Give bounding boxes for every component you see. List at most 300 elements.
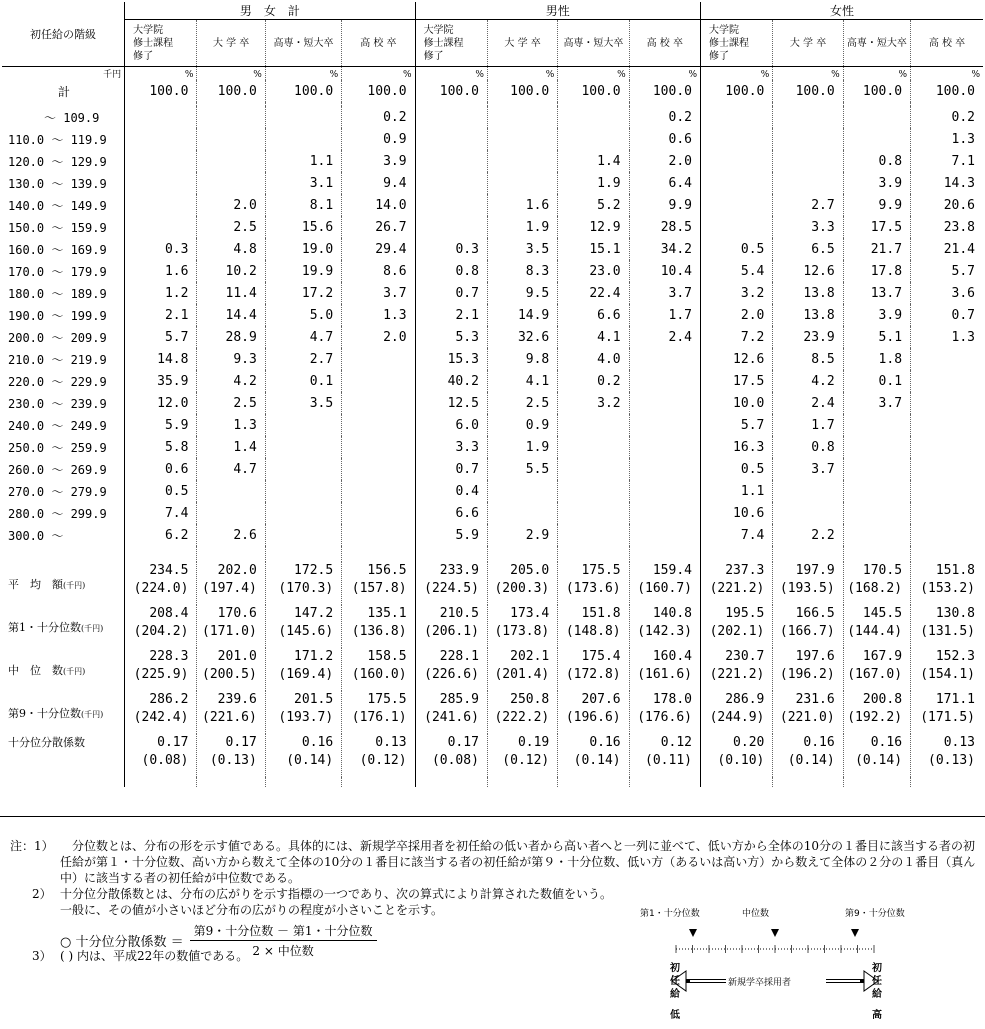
marker-median — [771, 929, 779, 937]
diagram-right-char-3: 給 — [872, 989, 882, 1000]
data-cell: 14.0 — [342, 194, 415, 216]
stat-label: 中 位 数(千円) — [8, 663, 86, 677]
data-cell: 6.6 — [558, 304, 629, 326]
unit-pct: % — [487, 67, 557, 81]
subcol-header: 高 校 卒 — [629, 20, 700, 67]
stat-cell: 0.16 (0.14) — [773, 734, 843, 777]
stat-cell: 145.5 (144.4) — [843, 605, 910, 648]
data-cell: 0.2 — [342, 106, 415, 128]
table-row — [2, 304, 983, 326]
data-cell — [558, 480, 629, 502]
stat-cell: 173.4 (173.8) — [487, 605, 557, 648]
stat-cell: 201.5 (193.7) — [265, 691, 341, 734]
data-cell — [843, 414, 910, 436]
data-cell — [773, 150, 843, 172]
note-2-text: 十分位分散係数とは、分布の広がりを示す指標の一つであり、次の算式により計算された数値をいう。 一般に、その値が小さいほど分布の広がりの程度が小さいことを示す。 — [60, 887, 613, 917]
data-cell: 20.6 — [911, 194, 983, 216]
data-cell: 15.1 — [558, 238, 629, 260]
subcol-header: 大学院 修士課程 修了 — [701, 20, 773, 67]
data-cell: 4.2 — [773, 370, 843, 392]
subcol-header: 大学院 修士課程 修了 — [415, 20, 487, 67]
data-cell: 7.4 — [701, 524, 773, 546]
row-class-label: 220.0 ～ 229.9 — [8, 374, 107, 389]
stat-cell: 0.16 (0.14) — [843, 734, 910, 777]
data-cell: 8.6 — [342, 260, 415, 282]
stat-cell: 286.9 (244.9) — [701, 691, 773, 734]
data-cell: 1.4 — [197, 436, 265, 458]
data-cell: 1.7 — [629, 304, 700, 326]
data-cell — [773, 128, 843, 150]
row-class-label: 150.0 ～ 159.9 — [8, 220, 107, 235]
stat-cell: 239.6 (221.6) — [197, 691, 265, 734]
stat-cell: 285.9 (241.6) — [415, 691, 487, 734]
data-cell: 6.6 — [415, 502, 487, 524]
stat-cell: 151.8 (153.2) — [911, 562, 983, 605]
data-cell — [629, 348, 700, 370]
data-cell — [911, 370, 983, 392]
stat-label: 第1・十分位数(千円) — [8, 620, 104, 634]
data-cell: 12.5 — [415, 392, 487, 414]
table-row — [2, 238, 983, 260]
data-cell: 2.5 — [197, 392, 265, 414]
unit-pct: % — [773, 67, 843, 81]
data-cell — [558, 436, 629, 458]
data-cell: 32.6 — [487, 326, 557, 348]
data-cell: 3.5 — [265, 392, 341, 414]
data-cell: 15.6 — [265, 216, 341, 238]
stat-cell: 175.5 (173.6) — [558, 562, 629, 605]
data-cell — [415, 216, 487, 238]
data-cell — [197, 150, 265, 172]
data-cell: 3.7 — [629, 282, 700, 304]
stat-cell: 0.17 (0.13) — [197, 734, 265, 777]
data-cell — [125, 128, 197, 150]
data-cell: 23.0 — [558, 260, 629, 282]
data-cell: 40.2 — [415, 370, 487, 392]
stat-cell: 228.3 (225.9) — [125, 648, 197, 691]
stat-cell: 0.19 (0.12) — [487, 734, 557, 777]
table-row — [2, 436, 983, 458]
data-cell: 17.5 — [701, 370, 773, 392]
data-cell: 14.4 — [197, 304, 265, 326]
data-cell — [487, 128, 557, 150]
stat-cell: 158.5 (160.0) — [342, 648, 415, 691]
data-cell: 3.9 — [843, 172, 910, 194]
stat-cell: 147.2 (145.6) — [265, 605, 341, 648]
data-cell: 14.3 — [911, 172, 983, 194]
stat-cell: 208.4 (204.2) — [125, 605, 197, 648]
data-cell: 13.8 — [773, 282, 843, 304]
data-cell: 0.1 — [843, 370, 910, 392]
unit-pct: % — [629, 67, 700, 81]
data-cell — [342, 370, 415, 392]
stat-cell: 286.2 (242.4) — [125, 691, 197, 734]
data-cell — [701, 194, 773, 216]
total-cell: 100.0 — [911, 80, 983, 102]
table-row — [2, 502, 983, 524]
data-cell — [843, 106, 910, 128]
data-cell: 28.9 — [197, 326, 265, 348]
note-2-number: 2） — [32, 887, 52, 901]
row-class-label: 120.0 ～ 129.9 — [8, 154, 107, 169]
stat-cell: 0.17 (0.08) — [125, 734, 197, 777]
row-class-label: 180.0 ～ 189.9 — [8, 286, 107, 301]
data-cell: 5.5 — [487, 458, 557, 480]
data-cell: 2.1 — [415, 304, 487, 326]
data-cell: 10.4 — [629, 260, 700, 282]
data-cell: 1.9 — [487, 216, 557, 238]
unit-pct: % — [911, 67, 983, 81]
diagram-left-char-4: 低 — [670, 1010, 680, 1021]
data-cell: 5.8 — [125, 436, 197, 458]
data-cell: 10.0 — [701, 392, 773, 414]
total-cell: 100.0 — [773, 80, 843, 102]
stat-cell: 237.3 (221.2) — [701, 562, 773, 605]
data-cell: 12.6 — [773, 260, 843, 282]
data-cell — [125, 106, 197, 128]
data-cell: 0.5 — [701, 238, 773, 260]
data-cell: 6.0 — [415, 414, 487, 436]
data-cell — [629, 524, 700, 546]
data-cell: 0.9 — [487, 414, 557, 436]
row-class-label: 110.0 ～ 119.9 — [8, 132, 107, 147]
stat-cell: 166.5 (166.7) — [773, 605, 843, 648]
data-cell: 2.5 — [487, 392, 557, 414]
data-cell: 1.6 — [125, 260, 197, 282]
data-cell: 15.3 — [415, 348, 487, 370]
data-cell: 0.3 — [415, 238, 487, 260]
data-cell: 14.9 — [487, 304, 557, 326]
data-cell: 9.4 — [342, 172, 415, 194]
data-cell: 6.4 — [629, 172, 700, 194]
data-cell: 1.9 — [487, 436, 557, 458]
table-row — [2, 172, 983, 194]
data-cell — [843, 436, 910, 458]
stat-cell: 230.7 (221.2) — [701, 648, 773, 691]
note-3-text: ( ) 内は、平成22年の数値である。 — [60, 949, 249, 963]
data-cell — [558, 458, 629, 480]
decile-formula — [60, 922, 377, 959]
total-cell: 100.0 — [843, 80, 910, 102]
data-cell — [773, 106, 843, 128]
subcol-header: 大 学 卒 — [487, 20, 557, 67]
total-cell: 100.0 — [415, 80, 487, 102]
data-cell — [487, 150, 557, 172]
data-cell — [843, 128, 910, 150]
data-cell — [342, 348, 415, 370]
data-cell: 5.2 — [558, 194, 629, 216]
total-cell: 100.0 — [558, 80, 629, 102]
data-cell: 1.7 — [773, 414, 843, 436]
data-cell — [911, 436, 983, 458]
data-cell: 13.7 — [843, 282, 910, 304]
data-cell: 12.0 — [125, 392, 197, 414]
data-cell: 1.1 — [265, 150, 341, 172]
diagram-right-char-1: 初 — [872, 963, 882, 974]
data-cell: 8.3 — [487, 260, 557, 282]
data-cell — [342, 458, 415, 480]
row-class-label: 300.0 ～ — [8, 528, 64, 543]
diagram-label-p1: 第1・十分位数 — [640, 909, 700, 919]
data-cell — [701, 106, 773, 128]
data-cell: 0.6 — [629, 128, 700, 150]
data-cell — [843, 502, 910, 524]
diagram-left-char-1: 初 — [670, 963, 680, 974]
stat-cell: 0.13 (0.13) — [911, 734, 983, 777]
stat-cell: 135.1 (136.8) — [342, 605, 415, 648]
row-class-label: ～ 109.9 — [8, 110, 100, 125]
unit-pct: % — [415, 67, 487, 81]
table-row — [2, 348, 983, 370]
data-cell: 12.6 — [701, 348, 773, 370]
stat-cell: 156.5 (157.8) — [342, 562, 415, 605]
stat-cell: 202.0 (197.4) — [197, 562, 265, 605]
data-cell — [265, 502, 341, 524]
table-row — [2, 282, 983, 304]
table-row — [2, 326, 983, 348]
row-class-label: 200.0 ～ 209.9 — [8, 330, 107, 345]
data-cell: 2.2 — [773, 524, 843, 546]
data-cell: 8.1 — [265, 194, 341, 216]
group-header-male: 男性 — [415, 2, 700, 20]
stat-cell: 151.8 (148.8) — [558, 605, 629, 648]
data-cell — [125, 216, 197, 238]
stat-cell: 0.13 (0.12) — [342, 734, 415, 777]
data-cell — [701, 128, 773, 150]
stat-cell: 233.9 (224.5) — [415, 562, 487, 605]
data-cell: 1.1 — [701, 480, 773, 502]
data-cell — [265, 436, 341, 458]
stat-cell: 130.8 (131.5) — [911, 605, 983, 648]
data-cell: 0.2 — [629, 106, 700, 128]
data-cell — [265, 458, 341, 480]
data-cell — [197, 128, 265, 150]
data-cell: 19.9 — [265, 260, 341, 282]
data-cell: 2.0 — [629, 150, 700, 172]
stat-cell: 159.4 (160.7) — [629, 562, 700, 605]
data-cell — [265, 414, 341, 436]
data-cell: 10.6 — [701, 502, 773, 524]
data-cell — [773, 502, 843, 524]
data-cell: 7.2 — [701, 326, 773, 348]
data-cell: 3.3 — [773, 216, 843, 238]
data-cell: 1.3 — [342, 304, 415, 326]
row-class-label: 260.0 ～ 269.9 — [8, 462, 107, 477]
total-cell: 100.0 — [629, 80, 700, 102]
data-cell: 9.3 — [197, 348, 265, 370]
diagram-left-char-3: 給 — [670, 989, 680, 1000]
data-cell — [558, 128, 629, 150]
data-cell — [342, 436, 415, 458]
data-cell — [701, 172, 773, 194]
data-cell: 3.7 — [773, 458, 843, 480]
data-cell: 4.8 — [197, 238, 265, 260]
data-cell: 0.3 — [125, 238, 197, 260]
data-cell: 23.8 — [911, 216, 983, 238]
data-cell: 6.5 — [773, 238, 843, 260]
row-class-label: 140.0 ～ 149.9 — [8, 198, 107, 213]
stat-cell: 0.17 (0.08) — [415, 734, 487, 777]
data-cell — [911, 414, 983, 436]
data-cell: 34.2 — [629, 238, 700, 260]
row-class-label: 190.0 ～ 199.9 — [8, 308, 107, 323]
stat-cell: 228.1 (226.6) — [415, 648, 487, 691]
data-cell — [629, 370, 700, 392]
data-cell — [629, 436, 700, 458]
data-cell: 0.5 — [125, 480, 197, 502]
stat-cell: 234.5 (224.0) — [125, 562, 197, 605]
data-cell: 5.7 — [125, 326, 197, 348]
unit-pct: % — [558, 67, 629, 81]
stat-cell: 0.16 (0.14) — [265, 734, 341, 777]
data-cell: 0.8 — [843, 150, 910, 172]
marker-p1 — [689, 929, 697, 937]
stat-cell: 167.9 (167.0) — [843, 648, 910, 691]
data-cell: 1.6 — [487, 194, 557, 216]
data-cell: 0.9 — [342, 128, 415, 150]
stat-cell: 0.16 (0.14) — [558, 734, 629, 777]
data-cell: 5.9 — [415, 524, 487, 546]
data-cell: 6.2 — [125, 524, 197, 546]
data-cell: 17.2 — [265, 282, 341, 304]
data-cell: 4.1 — [487, 370, 557, 392]
total-cell: 100.0 — [125, 80, 197, 102]
data-cell: 2.5 — [197, 216, 265, 238]
data-cell — [911, 502, 983, 524]
data-cell — [843, 458, 910, 480]
data-cell: 8.5 — [773, 348, 843, 370]
data-cell: 0.7 — [911, 304, 983, 326]
data-cell — [629, 458, 700, 480]
total-cell: 100.0 — [701, 80, 773, 102]
decile-diagram — [640, 905, 920, 1025]
data-cell: 1.3 — [197, 414, 265, 436]
stat-cell: 170.5 (168.2) — [843, 562, 910, 605]
data-cell — [197, 502, 265, 524]
row-class-label: 240.0 ～ 249.9 — [8, 418, 107, 433]
data-cell: 3.2 — [701, 282, 773, 304]
stat-cell: 201.0 (200.5) — [197, 648, 265, 691]
stat-cell: 197.9 (193.5) — [773, 562, 843, 605]
subcol-header: 高専・短大卒 — [843, 20, 910, 67]
data-cell: 0.6 — [125, 458, 197, 480]
data-cell: 29.4 — [342, 238, 415, 260]
data-cell — [197, 172, 265, 194]
data-cell: 1.4 — [558, 150, 629, 172]
data-cell — [911, 458, 983, 480]
data-cell: 4.7 — [265, 326, 341, 348]
table-bottom-rule — [0, 816, 985, 817]
stat-cell: 205.0 (200.3) — [487, 562, 557, 605]
data-cell: 17.5 — [843, 216, 910, 238]
data-cell — [342, 502, 415, 524]
row-class-label: 280.0 ～ 299.9 — [8, 506, 107, 521]
data-cell: 0.4 — [415, 480, 487, 502]
data-cell: 16.3 — [701, 436, 773, 458]
data-cell: 17.8 — [843, 260, 910, 282]
data-cell: 3.5 — [487, 238, 557, 260]
data-cell — [415, 194, 487, 216]
unit-pct: % — [197, 67, 265, 81]
note-3-number: 3） — [32, 949, 52, 963]
data-cell: 9.9 — [843, 194, 910, 216]
data-cell — [911, 480, 983, 502]
data-cell: 7.4 — [125, 502, 197, 524]
data-cell — [911, 348, 983, 370]
data-cell: 2.7 — [773, 194, 843, 216]
data-cell: 2.1 — [125, 304, 197, 326]
data-cell: 21.7 — [843, 238, 910, 260]
data-cell: 2.9 — [487, 524, 557, 546]
data-cell — [197, 106, 265, 128]
stat-cell: 140.8 (142.3) — [629, 605, 700, 648]
data-cell: 7.1 — [911, 150, 983, 172]
data-cell: 2.4 — [773, 392, 843, 414]
data-cell — [415, 172, 487, 194]
data-cell — [265, 480, 341, 502]
group-header-female: 女性 — [701, 2, 984, 20]
table-row — [2, 370, 983, 392]
table-row — [2, 128, 983, 150]
table-row — [2, 414, 983, 436]
table-row — [2, 150, 983, 172]
stat-row — [2, 734, 983, 777]
data-cell: 3.9 — [843, 304, 910, 326]
unit-pct: % — [342, 67, 415, 81]
data-cell: 5.7 — [701, 414, 773, 436]
data-cell: 2.0 — [701, 304, 773, 326]
data-cell — [265, 524, 341, 546]
stat-cell: 175.4 (172.8) — [558, 648, 629, 691]
data-cell: 4.0 — [558, 348, 629, 370]
data-cell — [125, 194, 197, 216]
total-cell: 100.0 — [265, 80, 341, 102]
subcol-header: 大 学 卒 — [197, 20, 265, 67]
data-cell — [342, 524, 415, 546]
data-cell — [701, 150, 773, 172]
data-cell: 2.4 — [629, 326, 700, 348]
table-row — [2, 480, 983, 502]
data-cell — [125, 150, 197, 172]
data-cell — [558, 502, 629, 524]
data-cell: 5.0 — [265, 304, 341, 326]
subcol-header: 高 校 卒 — [911, 20, 983, 67]
stat-label: 平 均 額(千円) — [8, 577, 86, 591]
data-cell: 1.8 — [843, 348, 910, 370]
data-cell: 3.3 — [415, 436, 487, 458]
data-cell: 5.4 — [701, 260, 773, 282]
data-cell — [773, 172, 843, 194]
total-cell: 100.0 — [342, 80, 415, 102]
diagram-left-char-2: 任 — [670, 976, 680, 987]
row-class-label: 170.0 ～ 179.9 — [8, 264, 107, 279]
data-cell: 4.1 — [558, 326, 629, 348]
stat-cell: 200.8 (192.2) — [843, 691, 910, 734]
row-class-label: 160.0 ～ 169.9 — [8, 242, 107, 257]
data-cell — [342, 392, 415, 414]
data-cell — [197, 480, 265, 502]
stat-label: 十分位分散係数 — [8, 736, 85, 749]
data-cell — [415, 128, 487, 150]
group-header-total: 男 女 計 — [125, 2, 415, 20]
data-cell: 2.6 — [197, 524, 265, 546]
total-cell: 100.0 — [197, 80, 265, 102]
data-cell — [843, 480, 910, 502]
unit-pct: % — [843, 67, 910, 81]
wage-distribution-table — [2, 2, 983, 787]
unit-pct: % — [265, 67, 341, 81]
data-cell: 0.1 — [265, 370, 341, 392]
